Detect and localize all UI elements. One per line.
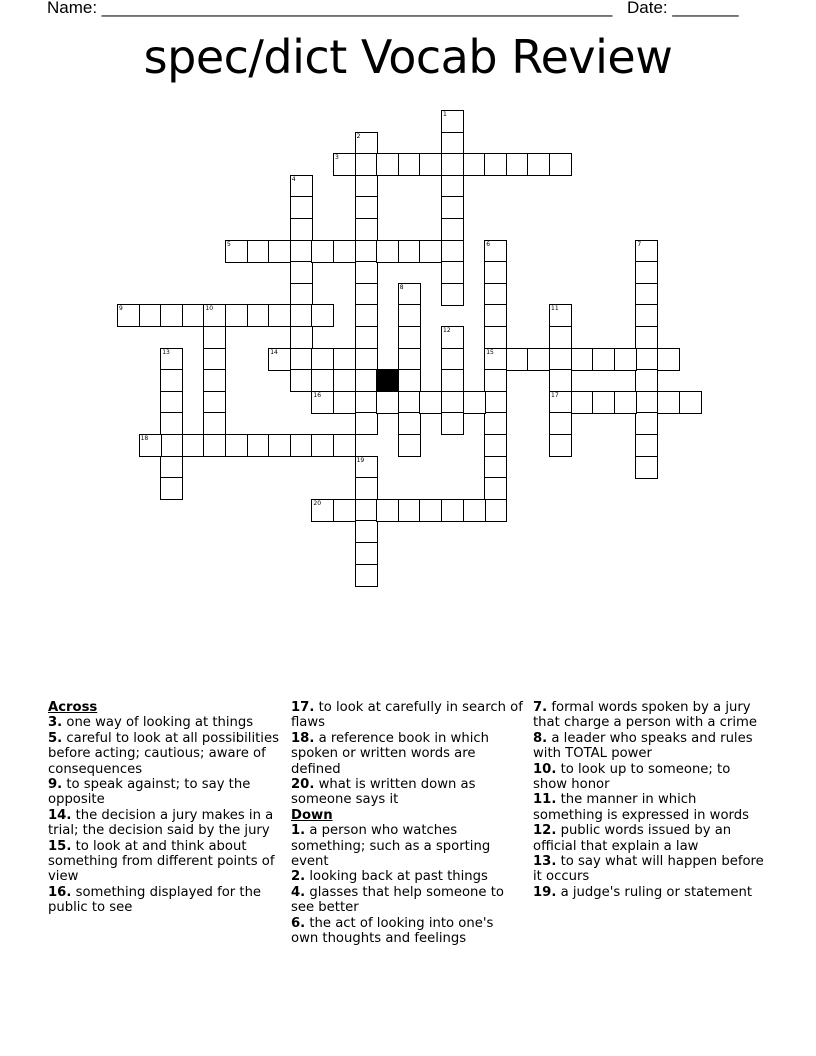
crossword-cell[interactable] xyxy=(549,412,572,435)
crossword-cell[interactable] xyxy=(441,499,464,522)
crossword-cell[interactable] xyxy=(484,412,507,435)
crossword-cell[interactable] xyxy=(160,304,183,327)
clue-item-text: to look at and think about something from different points of view xyxy=(48,838,275,885)
clue-item-number: 7. xyxy=(533,700,548,715)
crossword-cell[interactable] xyxy=(333,391,356,414)
clue-item-text: the act of looking into one's own thoughts and feelings xyxy=(291,915,494,947)
crossword-cell[interactable] xyxy=(635,412,658,435)
clue-item-text: public words issued by an official that explain a law xyxy=(533,823,732,854)
crossword-cell[interactable] xyxy=(441,348,464,371)
crossword-cell[interactable] xyxy=(203,326,226,349)
clue-number: 2 xyxy=(356,132,361,140)
clue-number: 10 xyxy=(205,305,214,313)
crossword-cell[interactable] xyxy=(441,132,464,155)
crossword-cell[interactable] xyxy=(441,175,464,198)
crossword-cell[interactable] xyxy=(355,153,378,176)
crossword-cell[interactable] xyxy=(527,348,550,371)
crossword-cell[interactable] xyxy=(290,218,313,241)
crossword-cell[interactable] xyxy=(355,261,378,284)
crossword-cell[interactable] xyxy=(506,153,529,176)
crossword-cell[interactable] xyxy=(441,196,464,219)
clue-item-text: something displayed for the public to see xyxy=(48,884,262,916)
clue-column-2 xyxy=(291,700,523,947)
clue-item-text: the decision a jury makes in a trial; the decision said by the jury xyxy=(48,807,274,839)
clue-item-text: a person who watches something; such as a sporting event xyxy=(291,823,491,870)
clue-item-number: 6. xyxy=(291,915,306,931)
crossword-cell[interactable] xyxy=(484,304,507,327)
clue-item-number: 2. xyxy=(291,869,306,885)
crossword-cell[interactable] xyxy=(463,391,486,414)
clue-item xyxy=(291,869,523,884)
crossword-cell[interactable] xyxy=(571,391,594,414)
crossword-cell[interactable] xyxy=(311,434,334,457)
clue-item-text: to speak against; to say the opposite xyxy=(48,777,251,808)
crossword-cell[interactable] xyxy=(160,369,183,392)
crossword-cell[interactable] xyxy=(333,499,356,522)
clue-item-number: 10. xyxy=(533,761,557,777)
crossword-cell[interactable] xyxy=(441,283,464,306)
crossword-cell[interactable] xyxy=(635,304,658,327)
crossword-cell[interactable] xyxy=(203,412,226,435)
clue-item xyxy=(48,731,280,777)
crossword-cell[interactable] xyxy=(484,391,507,414)
crossword-cell[interactable] xyxy=(441,369,464,392)
clue-item-number: 8. xyxy=(533,730,548,746)
across-heading: Across xyxy=(48,700,98,715)
crossword-cell[interactable] xyxy=(419,499,442,522)
crossword-cell[interactable] xyxy=(182,434,205,457)
crossword-cell[interactable] xyxy=(355,391,378,414)
page-title: spec/dict Vocab Review xyxy=(143,30,673,84)
crossword-cell[interactable] xyxy=(355,326,378,349)
clue-item xyxy=(48,808,280,839)
crossword-cell[interactable] xyxy=(635,283,658,306)
crossword-cell[interactable] xyxy=(398,326,421,349)
crossword-cell[interactable] xyxy=(355,564,378,587)
crossword-cell[interactable] xyxy=(355,348,378,371)
crossword-cell[interactable] xyxy=(419,391,442,414)
clue-item-text: one way of looking at things xyxy=(62,715,254,731)
clue-item-text: a judge's ruling or statement xyxy=(556,884,753,900)
clue-item-number: 20. xyxy=(291,777,315,793)
clue-item-number: 3. xyxy=(48,715,63,731)
clue-item-text: to look up to someone; to show honor xyxy=(533,761,731,793)
clue-item xyxy=(533,731,765,762)
crossword-cell[interactable] xyxy=(549,434,572,457)
clue-number: 9 xyxy=(119,305,123,313)
crossword-cell[interactable] xyxy=(311,304,334,327)
name-field[interactable]: Name: ______________________________________________________ xyxy=(47,0,613,17)
crossword-cell[interactable] xyxy=(290,261,313,284)
crossword-cell[interactable] xyxy=(484,326,507,349)
crossword-cell[interactable] xyxy=(355,477,378,500)
clue-item-number: 19. xyxy=(533,884,557,900)
crossword-cell[interactable] xyxy=(139,304,162,327)
crossword-cell[interactable] xyxy=(441,261,464,284)
crossword-cell[interactable] xyxy=(398,153,421,176)
crossword-cell[interactable] xyxy=(290,369,313,392)
crossword-cell[interactable] xyxy=(290,304,313,327)
crossword-cell[interactable] xyxy=(160,477,183,500)
crossword-cell[interactable] xyxy=(635,369,658,392)
clue-item-number: 14. xyxy=(48,807,72,823)
clue-number: 15 xyxy=(486,348,494,356)
crossword-cell[interactable] xyxy=(355,520,378,543)
crossword-cell[interactable] xyxy=(635,261,658,284)
crossword-cell[interactable] xyxy=(333,348,356,371)
crossword-cell[interactable] xyxy=(117,304,140,327)
crossword-cell[interactable] xyxy=(290,326,313,349)
crossword-cell[interactable] xyxy=(311,240,334,263)
crossword-cell[interactable] xyxy=(549,304,572,327)
clue-number: 20 xyxy=(313,499,322,507)
crossword-cell[interactable] xyxy=(549,153,572,176)
clue-item-text: what is written down as someone says it xyxy=(291,777,476,808)
crossword-cell[interactable] xyxy=(268,304,291,327)
crossword-cell[interactable] xyxy=(160,412,183,435)
crossword-cell[interactable] xyxy=(657,348,680,371)
crossword-cell[interactable] xyxy=(484,477,507,500)
crossword-cell[interactable] xyxy=(355,218,378,241)
clue-item xyxy=(291,777,523,808)
crossword-cell[interactable] xyxy=(355,175,378,198)
crossword-cell[interactable] xyxy=(333,434,356,457)
crossword-cell[interactable] xyxy=(290,240,313,263)
clue-item xyxy=(48,885,280,916)
clue-number: 17 xyxy=(551,391,559,399)
crossword-cell[interactable] xyxy=(635,434,658,457)
crossword-cell[interactable] xyxy=(484,499,507,522)
crossword-cell[interactable] xyxy=(441,218,464,241)
crossword-cell[interactable] xyxy=(376,499,399,522)
clue-item-number: 5. xyxy=(48,730,63,746)
crossword-cell[interactable] xyxy=(311,391,334,414)
crossword-cell[interactable] xyxy=(268,434,291,457)
clue-number: 1 xyxy=(443,111,447,118)
crossword-cell[interactable] xyxy=(484,240,507,263)
clue-item-number: 9. xyxy=(48,777,63,793)
crossword-cell[interactable] xyxy=(484,153,507,176)
down-heading: Down xyxy=(291,807,333,823)
clue-number: 4 xyxy=(291,175,296,183)
crossword-cell[interactable] xyxy=(484,283,507,306)
crossword-cell[interactable] xyxy=(268,348,291,371)
crossword-cell[interactable] xyxy=(549,326,572,349)
clue-item xyxy=(533,885,765,900)
crossword-cell[interactable] xyxy=(376,391,399,414)
clue-item-text: careful to look at all possibilities before acting; cautious; aware of consequences xyxy=(48,730,279,777)
crossword-cell[interactable] xyxy=(463,499,486,522)
clue-item-number: 17. xyxy=(291,700,315,715)
crossword-cell[interactable] xyxy=(398,412,421,435)
crossword-cell[interactable] xyxy=(355,240,378,263)
crossword-cell[interactable] xyxy=(441,240,464,263)
crossword-cell[interactable] xyxy=(484,348,507,371)
crossword-cell[interactable] xyxy=(398,391,421,414)
crossword-cell[interactable] xyxy=(203,369,226,392)
crossword-cell[interactable] xyxy=(160,456,183,479)
crossword-cell[interactable] xyxy=(419,153,442,176)
crossword-cell[interactable] xyxy=(635,240,658,263)
crossword-cell[interactable] xyxy=(506,348,529,371)
crossword-cell[interactable] xyxy=(203,434,226,457)
clue-item-text: formal words spoken by a jury that charge a person with a crime xyxy=(533,700,757,731)
crossword-cell[interactable] xyxy=(635,456,658,479)
crossword-block-cell xyxy=(376,369,399,392)
crossword-cell[interactable] xyxy=(441,391,464,414)
crossword-cell[interactable] xyxy=(398,304,421,327)
clue-item xyxy=(533,854,765,885)
clue-item-number: 1. xyxy=(291,823,306,839)
crossword-cell[interactable] xyxy=(247,240,270,263)
crossword-cell[interactable] xyxy=(398,499,421,522)
crossword-cell[interactable] xyxy=(527,153,550,176)
crossword-cell[interactable] xyxy=(398,283,421,306)
crossword-cell[interactable] xyxy=(203,348,226,371)
crossword-cell[interactable] xyxy=(268,240,291,263)
crossword-cell[interactable] xyxy=(139,434,162,457)
crossword-cell[interactable] xyxy=(311,499,334,522)
crossword-cell[interactable] xyxy=(592,348,615,371)
crossword-cell[interactable] xyxy=(355,283,378,306)
crossword-cell[interactable] xyxy=(290,283,313,306)
crossword-cell[interactable] xyxy=(441,110,464,133)
crossword-cell[interactable] xyxy=(549,348,572,371)
crossword-cell[interactable] xyxy=(355,542,378,565)
clue-item-text: to look at carefully in search of flaws xyxy=(291,700,523,731)
clue-number: 5 xyxy=(227,240,231,248)
crossword-cell[interactable] xyxy=(398,434,421,457)
crossword-cell[interactable] xyxy=(311,369,334,392)
crossword-cell[interactable] xyxy=(376,153,399,176)
clue-number: 18 xyxy=(140,435,149,442)
clue-item-text: to say what will happen before it occurs xyxy=(533,854,764,885)
crossword-cell[interactable] xyxy=(247,434,270,457)
crossword-cell[interactable] xyxy=(635,326,658,349)
crossword-cell[interactable] xyxy=(635,391,658,414)
clue-number: 12 xyxy=(443,327,451,334)
crossword-cell[interactable] xyxy=(419,240,442,263)
crossword-cell[interactable] xyxy=(484,369,507,392)
clue-item xyxy=(533,792,765,823)
clue-item-text: the manner in which something is expressed in words xyxy=(533,792,749,823)
crossword-cell[interactable] xyxy=(441,412,464,435)
crossword-cell[interactable] xyxy=(549,391,572,414)
clue-item-number: 13. xyxy=(533,854,557,870)
crossword-cell[interactable] xyxy=(657,391,680,414)
crossword-cell[interactable] xyxy=(333,153,356,176)
crossword-cell[interactable] xyxy=(679,391,702,414)
clue-item xyxy=(533,700,765,731)
crossword-cell[interactable] xyxy=(311,348,334,371)
date-field[interactable]: Date: _______ xyxy=(627,0,739,17)
crossword-cell[interactable] xyxy=(592,391,615,414)
clue-item-number: 11. xyxy=(533,792,557,808)
clue-item-text: a leader who speaks and rules with TOTAL power xyxy=(533,730,753,762)
crossword-cell[interactable] xyxy=(355,412,378,435)
clue-number: 14 xyxy=(270,348,278,356)
clue-number: 13 xyxy=(162,348,170,356)
clue-item-number: 15. xyxy=(48,838,72,854)
crossword-cell[interactable] xyxy=(441,326,464,349)
clue-item xyxy=(533,762,765,793)
crossword-cell[interactable] xyxy=(225,434,248,457)
clue-number: 16 xyxy=(313,391,322,399)
crossword-cell[interactable] xyxy=(376,240,399,263)
crossword-cell[interactable] xyxy=(484,261,507,284)
clue-item-number: 16. xyxy=(48,884,72,900)
crossword-cell[interactable] xyxy=(182,304,205,327)
clue-item xyxy=(291,823,523,869)
clue-item-number: 12. xyxy=(533,823,557,839)
crossword-cell[interactable] xyxy=(398,369,421,392)
clue-column-3 xyxy=(533,700,765,900)
clue-item xyxy=(291,731,523,777)
clue-number: 11 xyxy=(551,305,559,313)
crossword-cell[interactable] xyxy=(160,391,183,414)
clue-item xyxy=(291,916,523,947)
crossword-cell[interactable] xyxy=(441,153,464,176)
clue-number: 3 xyxy=(335,154,339,162)
clue-number: 8 xyxy=(399,283,404,291)
crossword-cell[interactable] xyxy=(333,240,356,263)
clue-column-1 xyxy=(48,700,280,916)
crossword-cell[interactable] xyxy=(203,304,226,327)
crossword-cell[interactable] xyxy=(355,196,378,219)
crossword-cell[interactable] xyxy=(160,434,183,457)
crossword-cell[interactable] xyxy=(635,348,658,371)
crossword-cell[interactable] xyxy=(463,153,486,176)
crossword-cell[interactable] xyxy=(355,132,378,155)
crossword-cell[interactable] xyxy=(160,348,183,371)
clue-item-number: 4. xyxy=(291,884,306,900)
crossword-cell[interactable] xyxy=(247,304,270,327)
clue-item xyxy=(291,700,523,731)
crossword-cell[interactable] xyxy=(614,348,637,371)
clue-item-text: glasses that help someone to see better xyxy=(291,884,504,916)
crossword-cell[interactable] xyxy=(355,369,378,392)
clue-item-text: a reference book in which spoken or written words are defined xyxy=(291,730,489,777)
crossword-cell[interactable] xyxy=(484,434,507,457)
crossword-cell[interactable] xyxy=(290,196,313,219)
crossword-cell[interactable] xyxy=(225,240,248,263)
crossword-cell[interactable] xyxy=(614,391,637,414)
crossword-cell[interactable] xyxy=(398,240,421,263)
crossword-cell[interactable] xyxy=(333,369,356,392)
crossword-cell[interactable] xyxy=(549,369,572,392)
clue-item xyxy=(533,823,765,854)
clue-item-number: 18. xyxy=(291,730,315,746)
clue-number: 19 xyxy=(356,456,365,464)
clue-item xyxy=(48,777,280,808)
crossword-cell[interactable] xyxy=(290,434,313,457)
crossword-cell[interactable] xyxy=(225,304,248,327)
clue-number: 6 xyxy=(486,240,491,248)
crossword-cell[interactable] xyxy=(290,348,313,371)
crossword-cell[interactable] xyxy=(355,499,378,522)
clue-item xyxy=(48,839,280,885)
crossword-cell[interactable] xyxy=(203,391,226,414)
crossword-cell[interactable] xyxy=(398,348,421,371)
crossword-cell[interactable] xyxy=(355,304,378,327)
clue-number: 7 xyxy=(637,240,642,248)
clue-item xyxy=(48,715,280,730)
crossword-cell[interactable] xyxy=(355,456,378,479)
clue-item-text: looking back at past things xyxy=(305,869,488,885)
crossword-cell[interactable] xyxy=(484,456,507,479)
crossword-cell[interactable] xyxy=(571,348,594,371)
crossword-cell[interactable] xyxy=(290,175,313,198)
clue-item xyxy=(291,885,523,916)
